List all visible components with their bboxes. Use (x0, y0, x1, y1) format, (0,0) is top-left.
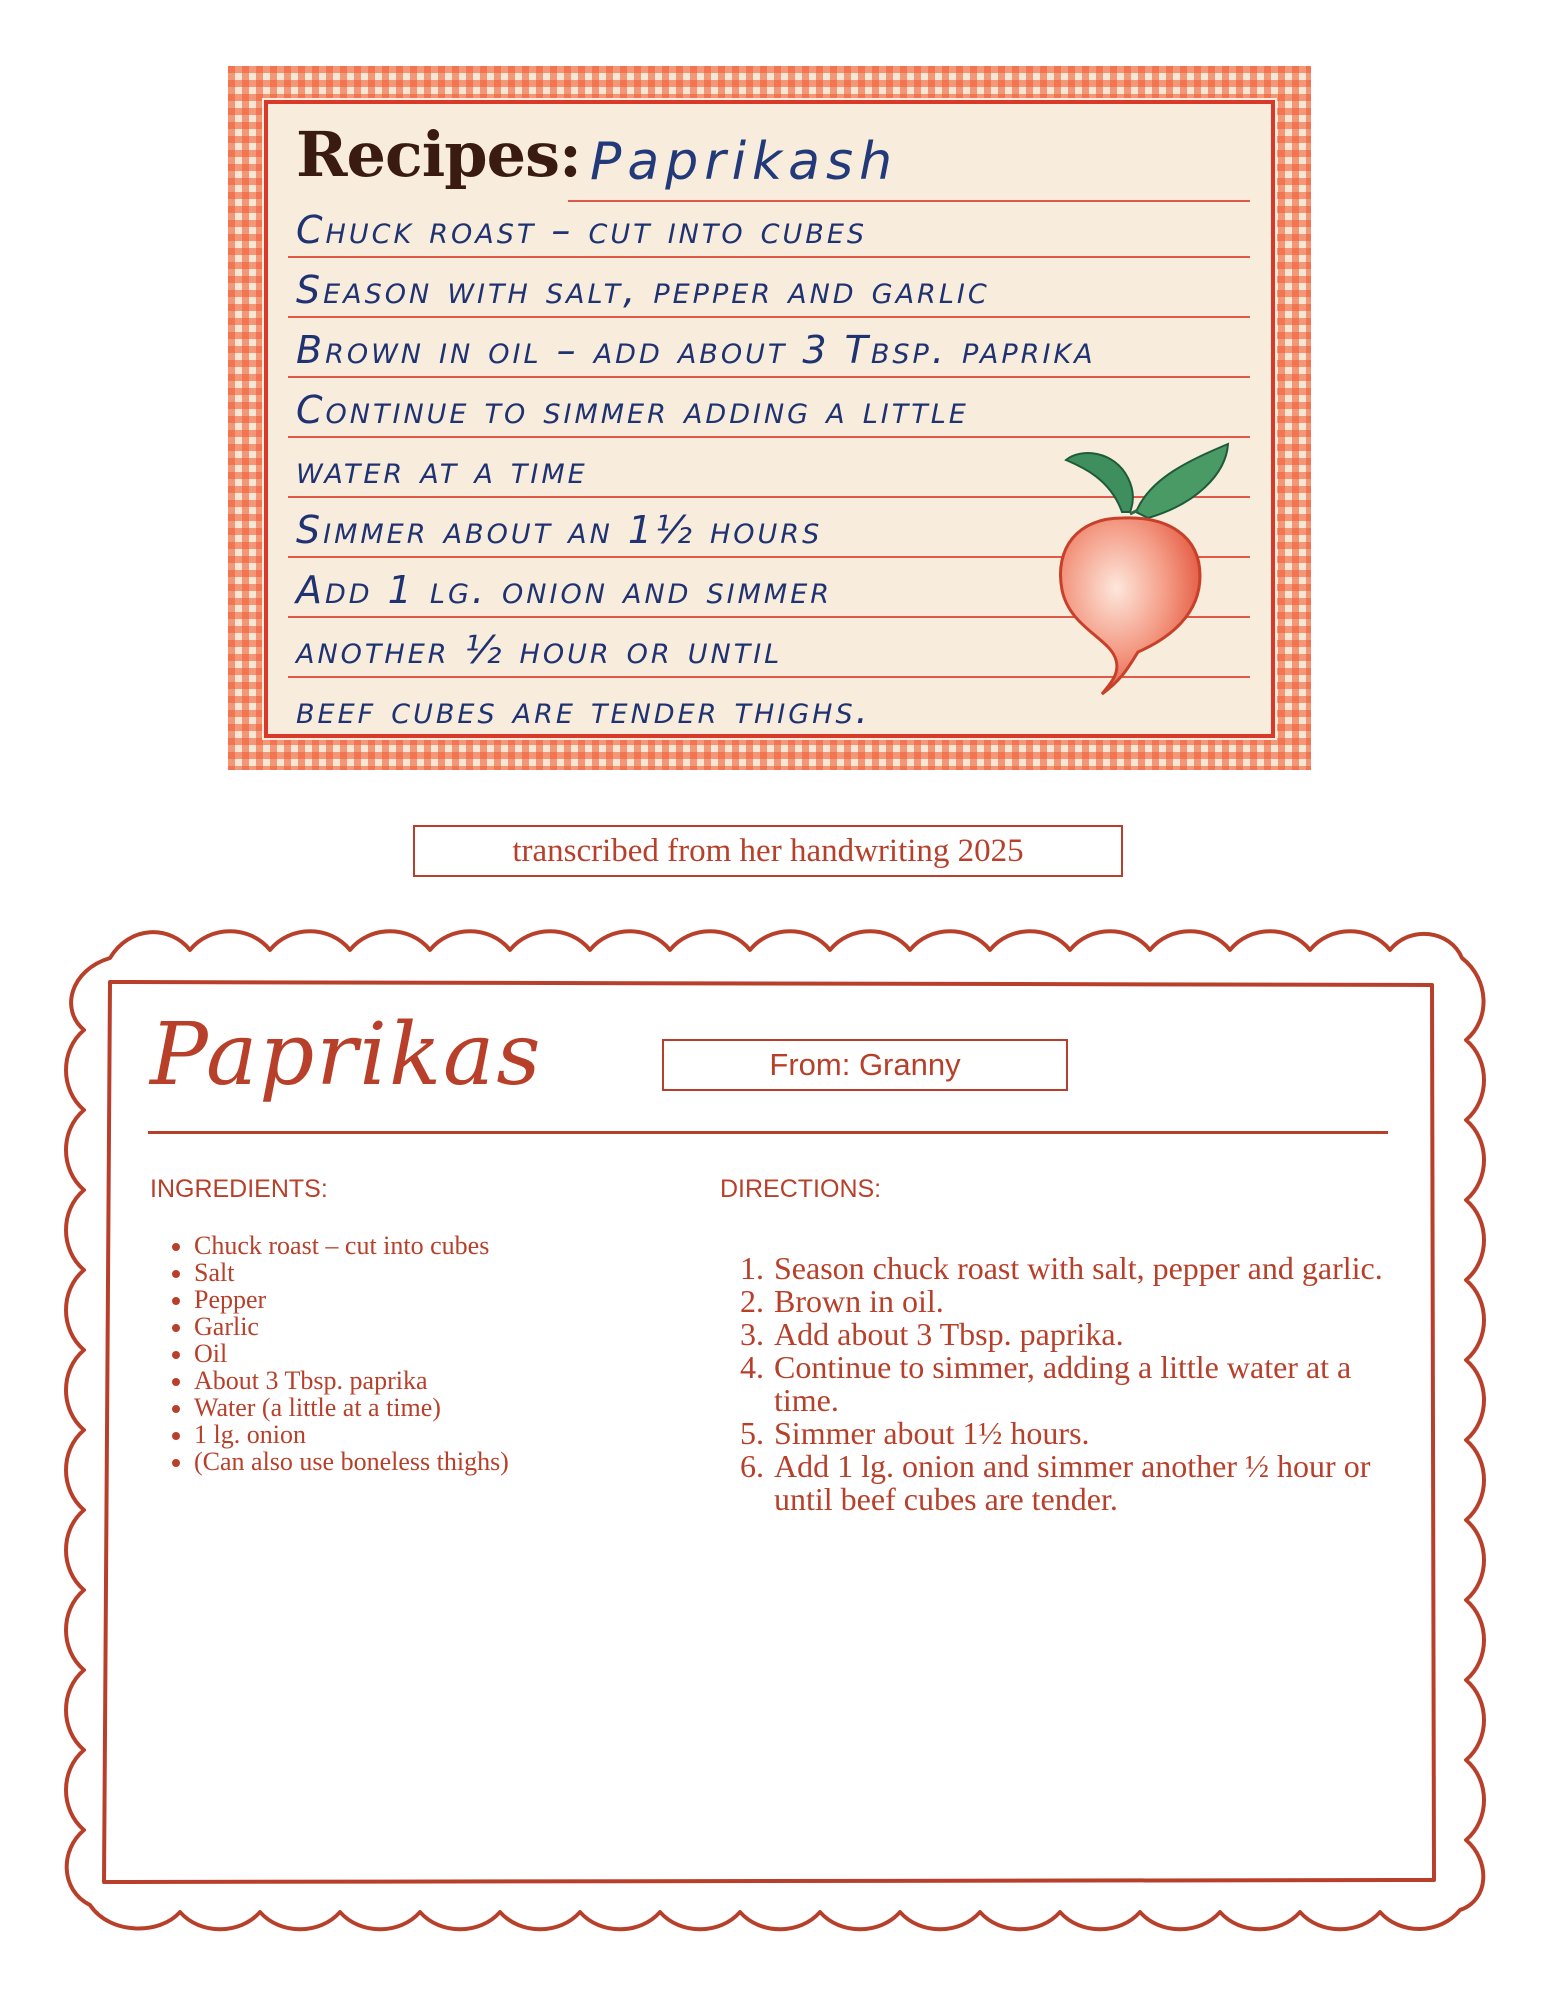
list-item: • Pepper (194, 1286, 614, 1313)
card-header-label: Recipes: (296, 118, 581, 191)
card-line: Brown in oil – add about 3 Tbsp. paprika (296, 328, 1096, 372)
card-line: beef cubes are tender thighs. (296, 688, 871, 732)
card-line: Continue to simmer adding a little (296, 388, 969, 432)
list-item: • Salt (194, 1259, 614, 1286)
list-item: 5. Simmer about 1½ hours. (772, 1417, 1392, 1450)
list-item: • Water (a little at a time) (194, 1394, 614, 1421)
title-divider (148, 1131, 1388, 1134)
card-line: Season with salt, pepper and garlic (296, 268, 990, 312)
list-item: 3. Add about 3 Tbsp. paprika. (772, 1318, 1392, 1351)
ingredients-heading: INGREDIENTS: (150, 1175, 328, 1203)
list-item: 6. Add 1 lg. onion and simmer another ½ hour or until beef cubes are tender. (772, 1450, 1392, 1516)
list-item: • (Can also use boneless thighs) (194, 1448, 614, 1475)
card-line: Simmer about an 1½ hours (296, 508, 823, 552)
recipe-title: Paprikas (150, 1005, 543, 1105)
list-item: • Garlic (194, 1313, 614, 1340)
recipe-from-label: From: Granny (662, 1039, 1068, 1091)
list-item: • Oil (194, 1340, 614, 1367)
card-line: another ½ hour or until (296, 628, 783, 672)
list-item: • 1 lg. onion (194, 1421, 614, 1448)
list-item: 1. Season chuck roast with salt, pepper and garlic. (772, 1252, 1392, 1285)
list-item: • Chuck roast – cut into cubes (194, 1232, 614, 1259)
card-line: water at a time (296, 448, 588, 492)
list-item: • About 3 Tbsp. paprika (194, 1367, 614, 1394)
card-line: Add 1 lg. onion and simmer (296, 568, 833, 612)
transcription-caption: transcribed from her handwriting 2025 (413, 825, 1123, 877)
ingredients-list (168, 1232, 614, 1475)
directions-heading: DIRECTIONS: (720, 1175, 882, 1203)
directions-list (736, 1252, 1392, 1516)
card-handwritten-title: Paprikash (590, 132, 899, 192)
card-line: Chuck roast – cut into cubes (296, 208, 868, 252)
list-item: 2. Brown in oil. (772, 1285, 1392, 1318)
list-item: 4. Continue to simmer, adding a little water at a time. (772, 1351, 1392, 1417)
